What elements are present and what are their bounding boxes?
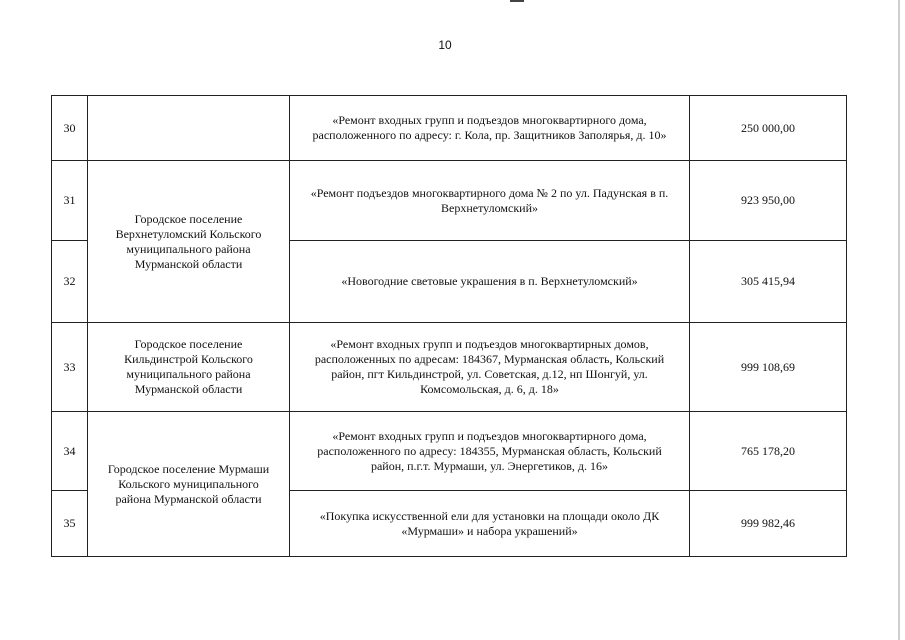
table-row xyxy=(52,161,847,241)
row-number: 35 xyxy=(52,491,88,557)
amount-cell: 305 415,94 xyxy=(690,241,847,323)
table-row xyxy=(52,323,847,412)
project-cell: «Новогодние световые украшения в п. Верхнетуломский» xyxy=(290,241,690,323)
row-number: 34 xyxy=(52,412,88,491)
amount-cell: 923 950,00 xyxy=(690,161,847,241)
page-edge-shadow xyxy=(898,0,900,640)
amount-cell: 250 000,00 xyxy=(690,96,847,161)
project-cell: «Ремонт подъездов многоквартирного дома № 2 по ул. Падунская в п. Верхнетуломский» xyxy=(290,161,690,241)
row-number: 31 xyxy=(52,161,88,241)
project-cell: «Ремонт входных групп и подъездов многоквартирных домов, расположенных по адресам: 184367, Мурманская область, Кольский район, пгт Кильдинстрой, ул. Советская, д.12, нп Шонгуй, ул. Комсомольская, д. 6, д. 18» xyxy=(290,323,690,412)
project-cell: «Ремонт входных групп и подъездов многоквартирного дома, расположенного по адресу: г. Кола, пр. Защитников Заполярья, д. 10» xyxy=(290,96,690,161)
municipality-cell: Городское поселение Верхнетуломский Кольского муниципального района Мурманской области xyxy=(88,161,290,323)
amount-cell: 765 178,20 xyxy=(690,412,847,491)
amount-cell: 999 982,46 xyxy=(690,491,847,557)
row-number: 32 xyxy=(52,241,88,323)
project-cell: «Ремонт входных групп и подъездов многоквартирного дома, расположенного по адресу: 184355, Мурманская область, Кольский район, п.г.т. Мурмаши, ул. Энергетиков, д. 16» xyxy=(290,412,690,491)
grants-table xyxy=(51,95,847,557)
municipality-cell: Городское поселение Мурмаши Кольского муниципального района Мурманской области xyxy=(88,412,290,557)
municipality-cell: Городское поселение Кильдинстрой Кольского муниципального района Мурманской области xyxy=(88,323,290,412)
table-row xyxy=(52,96,847,161)
page-number: 10 xyxy=(438,38,452,52)
row-number: 33 xyxy=(52,323,88,412)
amount-cell: 999 108,69 xyxy=(690,323,847,412)
row-number: 30 xyxy=(52,96,88,161)
top-edge-mark xyxy=(510,0,524,2)
municipality-cell xyxy=(88,96,290,161)
table-row xyxy=(52,412,847,491)
project-cell: «Покупка искусственной ели для установки на площади около ДК «Мурмаши» и набора украшений» xyxy=(290,491,690,557)
